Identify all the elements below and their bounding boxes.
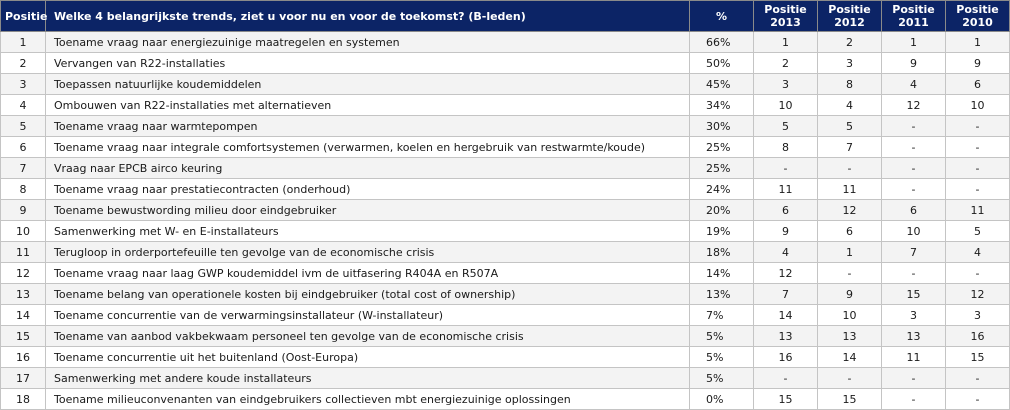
cell-trend: Samenwerking met andere koude installateurs xyxy=(46,368,690,389)
cell-positie-2013: 15 xyxy=(754,389,818,410)
cell-positie-2013: 6 xyxy=(754,200,818,221)
table-row xyxy=(1,179,1010,200)
cell-positie-2010: 4 xyxy=(946,242,1010,263)
cell-percent: 30% xyxy=(690,116,754,137)
cell-percent: 5% xyxy=(690,347,754,368)
cell-positie-2013: 1 xyxy=(754,32,818,53)
cell-percent: 50% xyxy=(690,53,754,74)
cell-percent: 25% xyxy=(690,137,754,158)
cell-trend: Toename van aanbod vakbekwaam personeel ten gevolge van de economische crisis xyxy=(46,326,690,347)
cell-trend: Terugloop in orderportefeuille ten gevolge van de economische crisis xyxy=(46,242,690,263)
cell-positie: 11 xyxy=(1,242,46,263)
cell-positie-2011: 10 xyxy=(882,221,946,242)
table-row xyxy=(1,242,1010,263)
cell-positie-2011: 4 xyxy=(882,74,946,95)
cell-positie-2012: 11 xyxy=(818,179,882,200)
cell-trend: Toename vraag naar integrale comfortsystemen (verwarmen, koelen en hergebruik van restwarmte/koude) xyxy=(46,137,690,158)
table-row xyxy=(1,74,1010,95)
cell-percent: 0% xyxy=(690,389,754,410)
header-percent: % xyxy=(690,1,754,32)
cell-positie-2013: - xyxy=(754,368,818,389)
table-row xyxy=(1,305,1010,326)
cell-positie-2011: - xyxy=(882,368,946,389)
cell-positie-2011: - xyxy=(882,137,946,158)
cell-positie: 9 xyxy=(1,200,46,221)
cell-positie-2010: - xyxy=(946,368,1010,389)
cell-positie-2011: - xyxy=(882,158,946,179)
header-question: Welke 4 belangrijkste trends, ziet u voor nu en voor de toekomst? (B-leden) xyxy=(46,1,690,32)
cell-positie-2013: 2 xyxy=(754,53,818,74)
table-row xyxy=(1,389,1010,410)
table-row xyxy=(1,32,1010,53)
header-positie: Positie xyxy=(1,1,46,32)
cell-positie: 18 xyxy=(1,389,46,410)
header-row xyxy=(1,1,1010,32)
cell-positie-2010: 15 xyxy=(946,347,1010,368)
cell-positie-2013: 14 xyxy=(754,305,818,326)
cell-percent: 18% xyxy=(690,242,754,263)
cell-positie: 7 xyxy=(1,158,46,179)
cell-positie-2013: 7 xyxy=(754,284,818,305)
cell-positie-2013: 12 xyxy=(754,263,818,284)
cell-positie-2013: 3 xyxy=(754,74,818,95)
cell-positie-2011: 15 xyxy=(882,284,946,305)
cell-percent: 45% xyxy=(690,74,754,95)
cell-percent: 20% xyxy=(690,200,754,221)
cell-positie-2011: 13 xyxy=(882,326,946,347)
cell-trend: Toename vraag naar prestatiecontracten (onderhoud) xyxy=(46,179,690,200)
cell-positie-2012: - xyxy=(818,263,882,284)
cell-positie-2012: 4 xyxy=(818,95,882,116)
cell-percent: 14% xyxy=(690,263,754,284)
table-row xyxy=(1,326,1010,347)
cell-positie-2011: - xyxy=(882,179,946,200)
table-row xyxy=(1,116,1010,137)
cell-positie-2012: 13 xyxy=(818,326,882,347)
table-row xyxy=(1,53,1010,74)
cell-positie-2011: 9 xyxy=(882,53,946,74)
cell-positie-2012: 12 xyxy=(818,200,882,221)
cell-positie-2011: - xyxy=(882,389,946,410)
cell-positie-2011: 1 xyxy=(882,32,946,53)
cell-positie: 8 xyxy=(1,179,46,200)
cell-positie-2012: 10 xyxy=(818,305,882,326)
cell-trend: Toename belang van operationele kosten bij eindgebruiker (total cost of ownership) xyxy=(46,284,690,305)
cell-trend: Toename vraag naar energiezuinige maatregelen en systemen xyxy=(46,32,690,53)
cell-positie-2012: 8 xyxy=(818,74,882,95)
cell-percent: 24% xyxy=(690,179,754,200)
cell-positie-2013: 5 xyxy=(754,116,818,137)
cell-positie-2011: - xyxy=(882,263,946,284)
cell-positie-2010: 12 xyxy=(946,284,1010,305)
header-positie-2012: Positie 2012 xyxy=(818,1,882,32)
cell-positie-2010: 11 xyxy=(946,200,1010,221)
cell-positie: 5 xyxy=(1,116,46,137)
cell-positie-2012: 3 xyxy=(818,53,882,74)
cell-positie: 16 xyxy=(1,347,46,368)
cell-trend: Toename milieuconvenanten van eindgebruikers collectieven mbt energiezuinige oplossingen xyxy=(46,389,690,410)
cell-trend: Vervangen van R22-installaties xyxy=(46,53,690,74)
cell-positie-2011: 6 xyxy=(882,200,946,221)
cell-positie-2010: 5 xyxy=(946,221,1010,242)
table-row xyxy=(1,158,1010,179)
cell-positie-2013: - xyxy=(754,158,818,179)
cell-positie-2013: 9 xyxy=(754,221,818,242)
cell-positie: 10 xyxy=(1,221,46,242)
cell-positie-2011: 7 xyxy=(882,242,946,263)
cell-positie-2013: 4 xyxy=(754,242,818,263)
cell-positie-2012: - xyxy=(818,368,882,389)
cell-positie-2012: 14 xyxy=(818,347,882,368)
cell-trend: Toename vraag naar laag GWP koudemiddel ivm de uitfasering R404A en R507A xyxy=(46,263,690,284)
cell-trend: Toename concurrentie uit het buitenland (Oost-Europa) xyxy=(46,347,690,368)
cell-positie-2012: 5 xyxy=(818,116,882,137)
cell-percent: 5% xyxy=(690,368,754,389)
cell-positie-2012: - xyxy=(818,158,882,179)
cell-trend: Toename vraag naar warmtepompen xyxy=(46,116,690,137)
cell-positie-2010: 16 xyxy=(946,326,1010,347)
cell-positie-2012: 15 xyxy=(818,389,882,410)
table-row xyxy=(1,347,1010,368)
cell-percent: 66% xyxy=(690,32,754,53)
cell-trend: Ombouwen van R22-installaties met alternatieven xyxy=(46,95,690,116)
cell-positie: 4 xyxy=(1,95,46,116)
cell-positie: 14 xyxy=(1,305,46,326)
cell-positie: 13 xyxy=(1,284,46,305)
header-positie-2010: Positie 2010 xyxy=(946,1,1010,32)
cell-positie-2012: 9 xyxy=(818,284,882,305)
cell-positie-2013: 13 xyxy=(754,326,818,347)
cell-positie-2010: - xyxy=(946,137,1010,158)
cell-percent: 13% xyxy=(690,284,754,305)
cell-trend: Toename bewustwording milieu door eindgebruiker xyxy=(46,200,690,221)
cell-trend: Toepassen natuurlijke koudemiddelen xyxy=(46,74,690,95)
cell-positie-2013: 10 xyxy=(754,95,818,116)
cell-positie-2010: - xyxy=(946,263,1010,284)
cell-positie-2010: - xyxy=(946,158,1010,179)
table-row xyxy=(1,284,1010,305)
cell-positie-2010: - xyxy=(946,116,1010,137)
cell-trend: Toename concurrentie van de verwarmingsinstallateur (W-installateur) xyxy=(46,305,690,326)
cell-positie-2010: 3 xyxy=(946,305,1010,326)
table-row xyxy=(1,263,1010,284)
cell-positie: 15 xyxy=(1,326,46,347)
cell-trend: Samenwerking met W- en E-installateurs xyxy=(46,221,690,242)
cell-positie-2010: - xyxy=(946,179,1010,200)
cell-positie-2010: 9 xyxy=(946,53,1010,74)
cell-positie-2012: 1 xyxy=(818,242,882,263)
cell-positie-2013: 16 xyxy=(754,347,818,368)
cell-positie: 12 xyxy=(1,263,46,284)
cell-positie: 6 xyxy=(1,137,46,158)
cell-positie-2010: 1 xyxy=(946,32,1010,53)
cell-percent: 34% xyxy=(690,95,754,116)
cell-positie-2011: 12 xyxy=(882,95,946,116)
cell-positie-2011: - xyxy=(882,116,946,137)
cell-positie-2010: 6 xyxy=(946,74,1010,95)
cell-percent: 5% xyxy=(690,326,754,347)
cell-positie-2013: 11 xyxy=(754,179,818,200)
cell-positie: 2 xyxy=(1,53,46,74)
cell-positie: 1 xyxy=(1,32,46,53)
cell-positie-2010: - xyxy=(946,389,1010,410)
cell-positie-2012: 6 xyxy=(818,221,882,242)
cell-positie: 17 xyxy=(1,368,46,389)
header-positie-2011: Positie 2011 xyxy=(882,1,946,32)
header-positie-2013: Positie 2013 xyxy=(754,1,818,32)
table-row xyxy=(1,95,1010,116)
cell-percent: 25% xyxy=(690,158,754,179)
cell-trend: Vraag naar EPCB airco keuring xyxy=(46,158,690,179)
cell-positie-2013: 8 xyxy=(754,137,818,158)
cell-percent: 19% xyxy=(690,221,754,242)
cell-positie: 3 xyxy=(1,74,46,95)
cell-positie-2011: 3 xyxy=(882,305,946,326)
cell-positie-2011: 11 xyxy=(882,347,946,368)
cell-positie-2010: 10 xyxy=(946,95,1010,116)
table-row xyxy=(1,221,1010,242)
cell-positie-2012: 7 xyxy=(818,137,882,158)
table-row xyxy=(1,368,1010,389)
cell-positie-2012: 2 xyxy=(818,32,882,53)
table-row xyxy=(1,137,1010,158)
cell-percent: 7% xyxy=(690,305,754,326)
table-row xyxy=(1,200,1010,221)
